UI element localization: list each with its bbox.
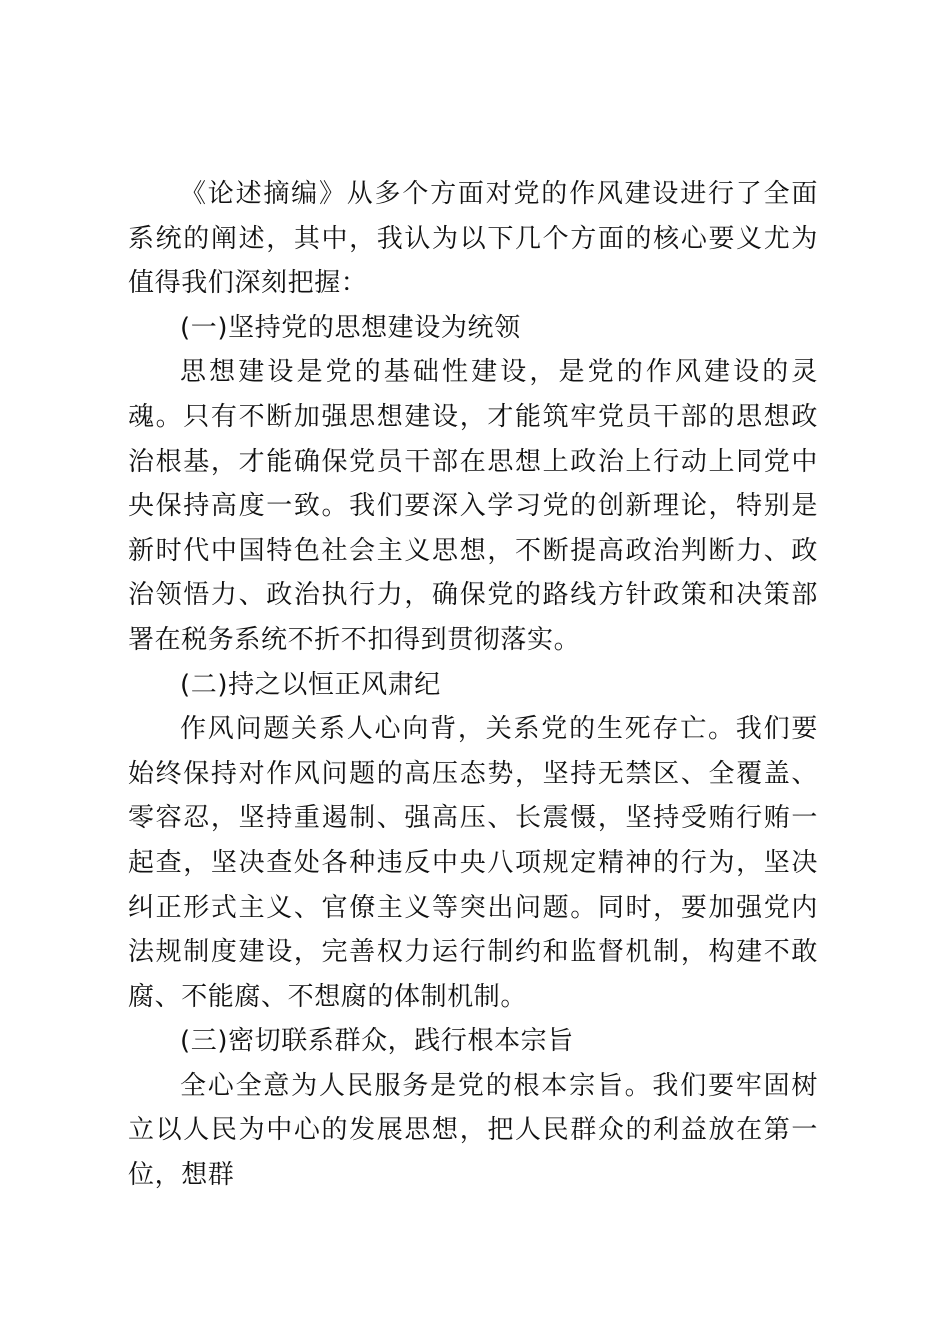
section-paragraph-1: 思想建设是党的基础性建设，是党的作风建设的灵魂。只有不断加强思想建设，才能筑牢党员干部的思想政治根基，才能确保党员干部在思想上政治上行动上同党中央保持高度一致。我们要深入学习党的创新理论，特别是新时代中国特色社会主义思想，不断提高政治判断力、政治领悟力、政治执行力，确保党的路线方针政策和决策部署在税务系统不折不扣得到贯彻落实。 xyxy=(128,357,818,655)
intro-paragraph: 《论述摘编》从多个方面对党的作风建设进行了全面系统的阐述，其中，我认为以下几个方面的核心要义尤为值得我们深刻把握： xyxy=(128,179,818,299)
section-heading-1: (一)坚持党的思想建设为统领 xyxy=(180,312,521,343)
section-heading-3: (三)密切联系群众，践行根本宗旨 xyxy=(180,1026,574,1057)
document-body xyxy=(128,172,818,1198)
section-heading-2: (二)持之以恒正风肃纪 xyxy=(180,669,441,700)
section-paragraph-2: 作风问题关系人心向背，关系党的生死存亡。我们要始终保持对作风问题的高压态势，坚持无禁区、全覆盖、零容忍，坚持重遏制、强高压、长震慑，坚持受贿行贿一起查，坚决查处各种违反中央八项规定精神的行为，坚决纠正形式主义、官僚主义等突出问题。同时，要加强党内法规制度建设，完善权力运行制约和监督机制，构建不敢腐、不能腐、不想腐的体制机制。 xyxy=(128,714,818,1012)
section-paragraph-3: 全心全意为人民服务是党的根本宗旨。我们要牢固树立以人民为中心的发展思想，把人民群众的利益放在第一位，想群 xyxy=(128,1070,818,1191)
